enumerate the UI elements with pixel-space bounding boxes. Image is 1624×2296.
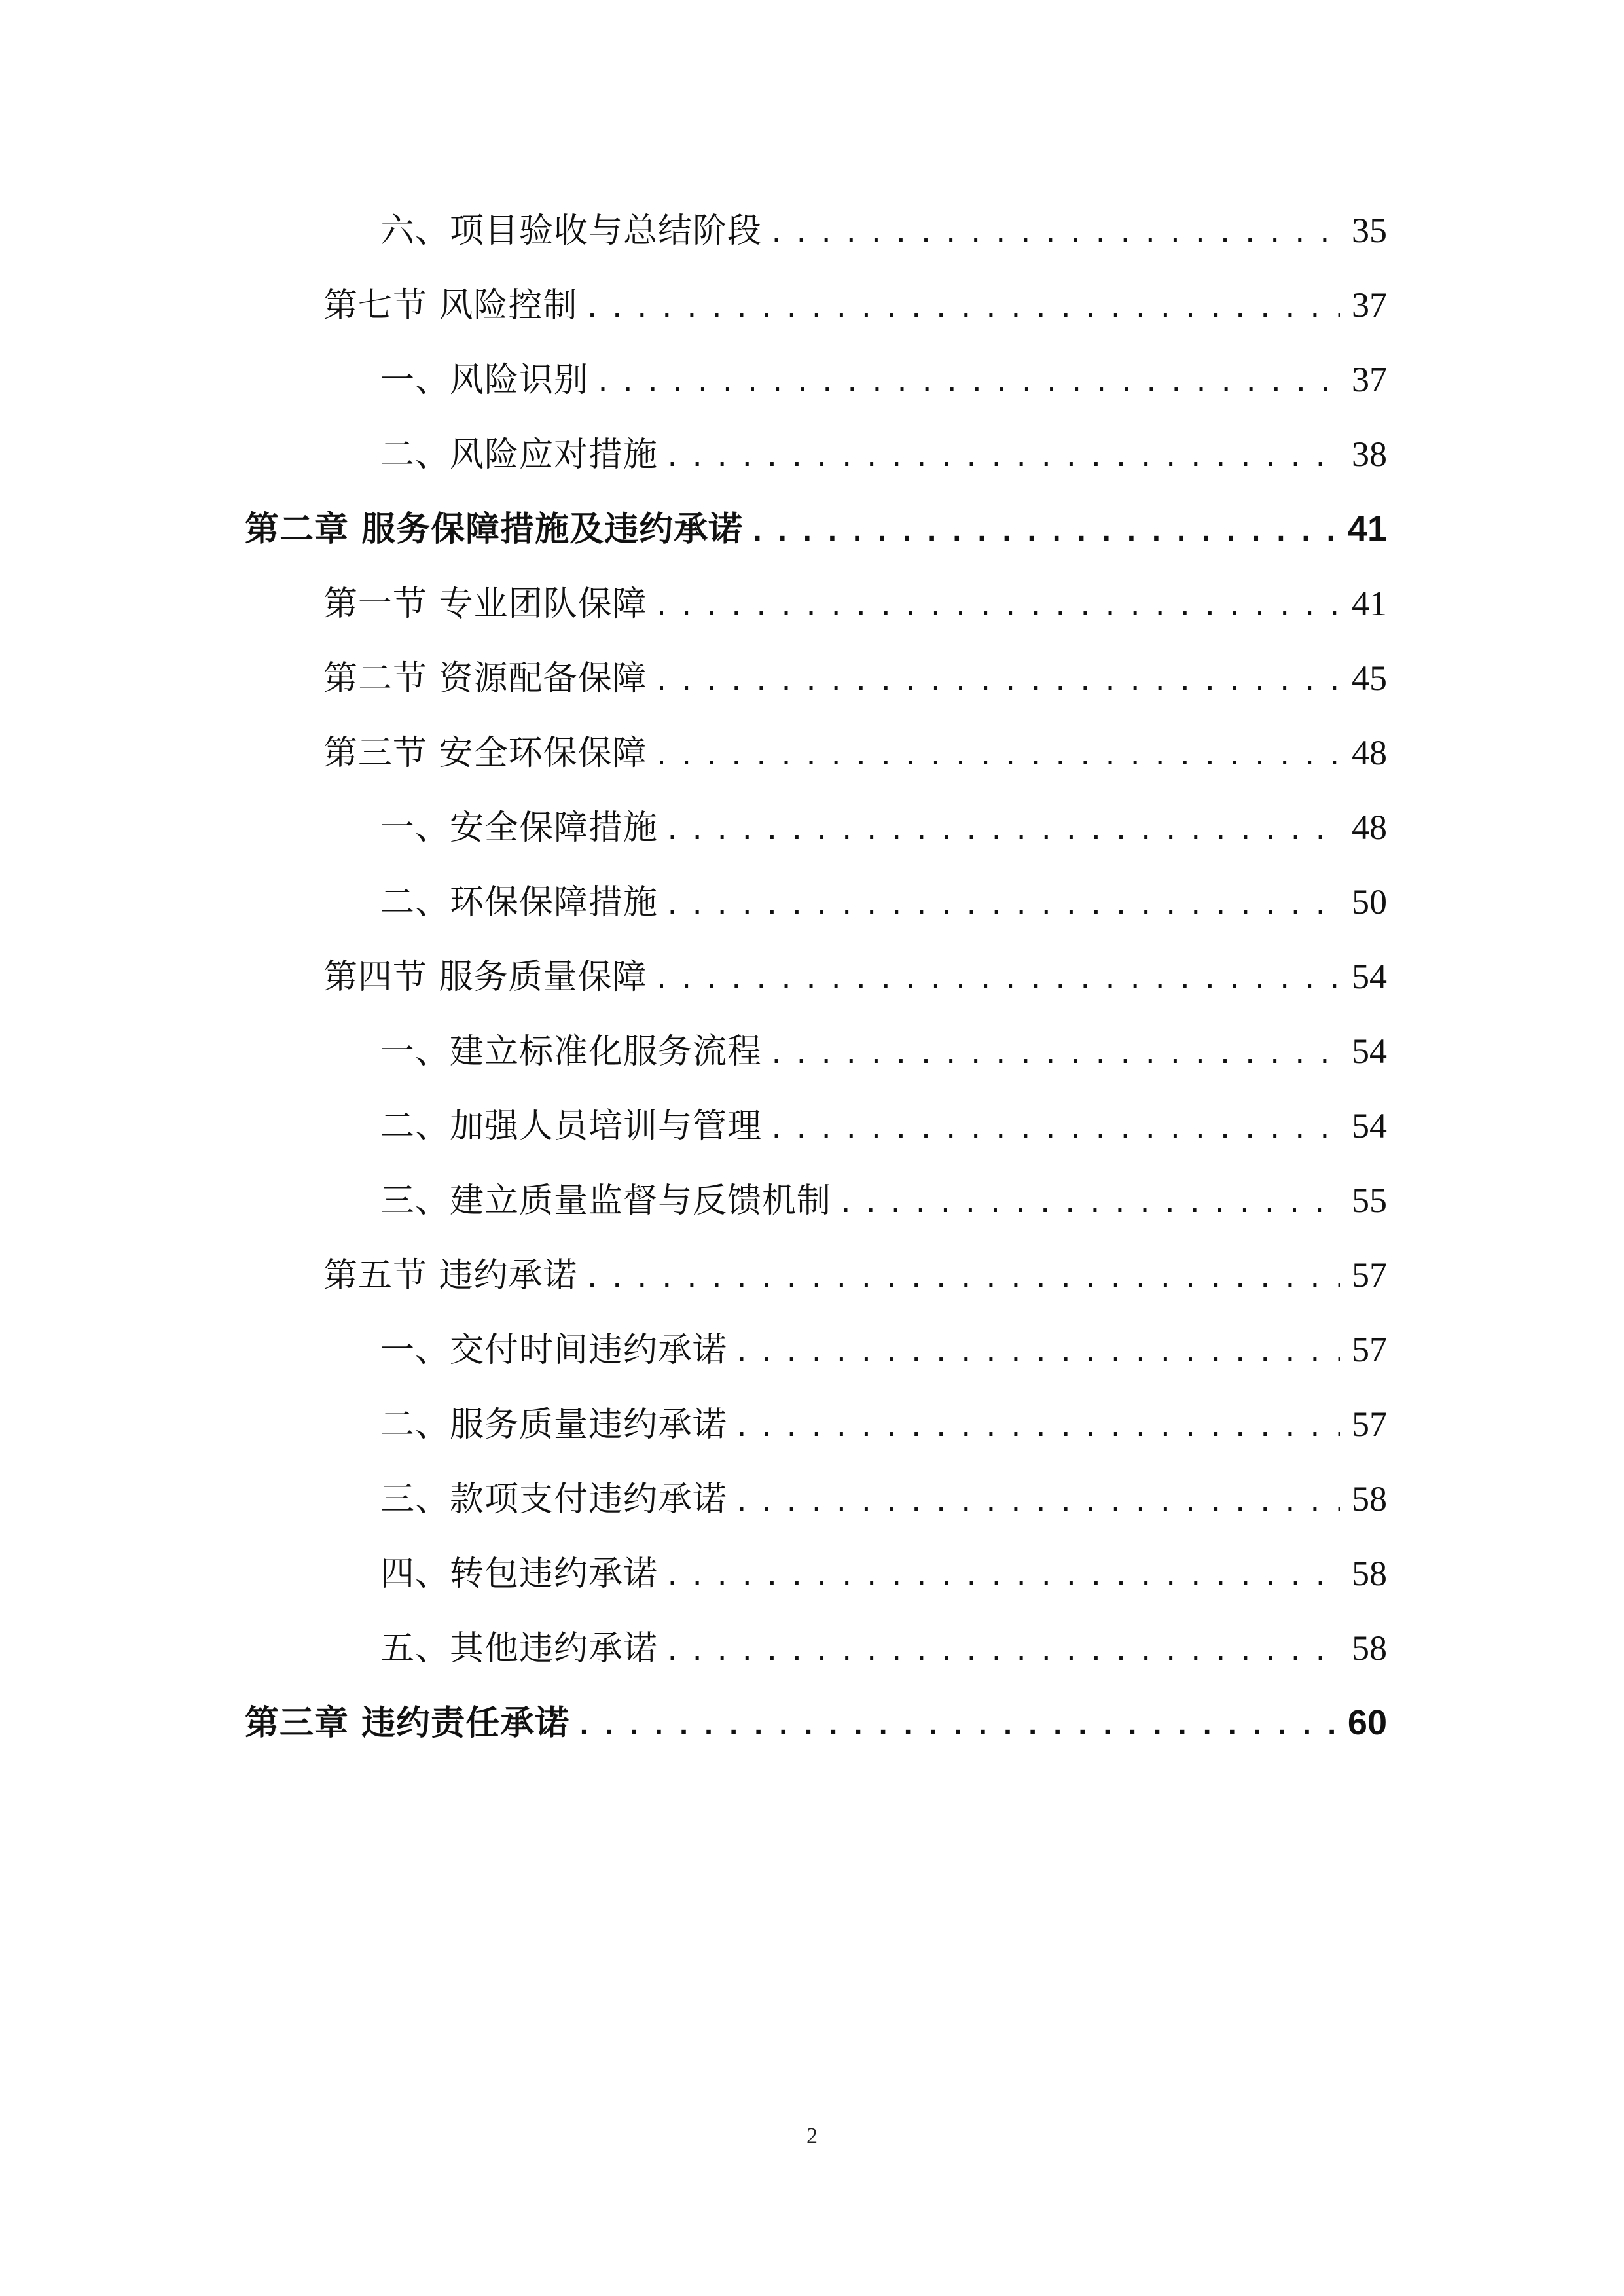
- toc-leader-dots: [734, 1465, 1340, 1539]
- toc-entry-title: 二、环保保障措施: [380, 883, 659, 922]
- toc-entry-page: 48: [1352, 733, 1387, 772]
- toc-leader-dots: [838, 1166, 1340, 1241]
- toc-entry-title: 五、其他违约承诺: [380, 1629, 659, 1668]
- toc-entry-page: 54: [1352, 957, 1387, 996]
- toc-entry-page: 35: [1352, 211, 1387, 250]
- toc-entry-title: 二、加强人员培训与管理: [380, 1107, 763, 1146]
- toc-entry[interactable]: [245, 492, 1387, 566]
- toc-entry[interactable]: [245, 342, 1387, 417]
- page-number: 2: [806, 2124, 818, 2148]
- toc-entry[interactable]: [245, 1238, 1387, 1312]
- toc-entry-title: 三、建立质量监督与反馈机制: [380, 1181, 832, 1221]
- toc-entry[interactable]: [245, 1611, 1387, 1685]
- toc-leader-dots: [734, 1316, 1340, 1390]
- toc-entry-page: 41: [1347, 509, 1387, 548]
- toc-leader-dots: [654, 569, 1340, 644]
- toc-entry-page: 48: [1352, 808, 1387, 847]
- toc-entry-title: 第四节 服务质量保障: [323, 958, 647, 997]
- toc-entry[interactable]: [245, 715, 1387, 790]
- toc-entry[interactable]: [245, 1163, 1387, 1238]
- toc-leader-dots: [734, 1390, 1340, 1465]
- toc-leader-dots: [664, 1614, 1340, 1689]
- toc-leader-dots: [654, 942, 1340, 1017]
- toc-entry[interactable]: [245, 939, 1387, 1014]
- toc-entry-title: 一、交付时间违约承诺: [380, 1331, 728, 1370]
- toc-leader-dots: [664, 868, 1340, 942]
- toc-entry-page: 50: [1352, 882, 1387, 922]
- toc-leader-dots: [595, 346, 1340, 420]
- toc-leader-dots: [664, 1539, 1340, 1614]
- toc-entry-page: 41: [1352, 584, 1387, 623]
- toc-leader-dots: [576, 1689, 1340, 1763]
- toc-entry-title: 三、款项支付违约承诺: [380, 1480, 728, 1519]
- toc-leader-dots: [768, 1092, 1340, 1166]
- toc-entry-page: 58: [1352, 1554, 1387, 1593]
- toc-leader-dots: [768, 196, 1340, 271]
- toc-entry[interactable]: [245, 268, 1387, 342]
- toc-leader-dots: [768, 1017, 1340, 1092]
- toc-leader-dots: [749, 495, 1340, 569]
- toc-entry-title: 一、风险识别: [380, 361, 589, 400]
- toc-entry-page: 37: [1352, 285, 1387, 325]
- toc-entry-page: 54: [1352, 1031, 1387, 1071]
- toc-entry-title: 第二节 资源配备保障: [323, 659, 647, 698]
- toc-entry[interactable]: [245, 1312, 1387, 1387]
- toc-leader-dots: [654, 719, 1340, 793]
- toc-leader-dots: [654, 644, 1340, 719]
- toc-entry[interactable]: [245, 417, 1387, 492]
- toc-entry-page: 57: [1352, 1330, 1387, 1369]
- toc-entry[interactable]: [245, 566, 1387, 641]
- toc-entry-title: 第五节 违约承诺: [323, 1256, 578, 1295]
- toc-entry[interactable]: [245, 790, 1387, 865]
- toc-entry-page: 57: [1352, 1255, 1387, 1295]
- toc-entry-title: 六、项目验收与总结阶段: [380, 211, 763, 251]
- table-of-contents: [245, 193, 1387, 1760]
- toc-entry-title: 第一节 专业团队保障: [323, 584, 647, 624]
- toc-entry-title: 二、服务质量违约承诺: [380, 1405, 728, 1444]
- toc-entry[interactable]: [245, 865, 1387, 939]
- toc-leader-dots: [664, 420, 1340, 495]
- toc-leader-dots: [585, 271, 1340, 346]
- toc-entry-page: 54: [1352, 1106, 1387, 1145]
- toc-entry[interactable]: [245, 1462, 1387, 1536]
- toc-entry[interactable]: [245, 1536, 1387, 1611]
- toc-entry-page: 57: [1352, 1405, 1387, 1444]
- toc-entry[interactable]: [245, 1088, 1387, 1163]
- toc-entry-page: 37: [1352, 360, 1387, 399]
- toc-leader-dots: [585, 1241, 1340, 1316]
- toc-entry-page: 58: [1352, 1479, 1387, 1518]
- toc-entry[interactable]: [245, 1014, 1387, 1088]
- toc-entry[interactable]: [245, 641, 1387, 715]
- toc-entry[interactable]: [245, 1387, 1387, 1462]
- toc-entry-title: 四、转包违约承诺: [380, 1554, 659, 1594]
- toc-entry-title: 第三章 违约责任承诺: [245, 1703, 570, 1743]
- toc-entry-page: 55: [1352, 1181, 1387, 1220]
- toc-entry-title: 第三节 安全环保保障: [323, 734, 647, 773]
- toc-entry[interactable]: [245, 193, 1387, 268]
- toc-entry-title: 一、建立标准化服务流程: [380, 1032, 763, 1071]
- toc-entry-page: 60: [1347, 1703, 1387, 1742]
- toc-leader-dots: [664, 793, 1340, 868]
- toc-entry-title: 第二章 服务保障措施及违约承诺: [245, 509, 744, 549]
- toc-entry-title: 第七节 风险控制: [323, 286, 578, 325]
- toc-entry-page: 38: [1352, 435, 1387, 474]
- toc-entry-title: 二、风险应对措施: [380, 435, 659, 475]
- toc-entry-page: 58: [1352, 1628, 1387, 1668]
- toc-entry-title: 一、安全保障措施: [380, 808, 659, 848]
- toc-entry-page: 45: [1352, 658, 1387, 698]
- toc-entry[interactable]: [245, 1685, 1387, 1760]
